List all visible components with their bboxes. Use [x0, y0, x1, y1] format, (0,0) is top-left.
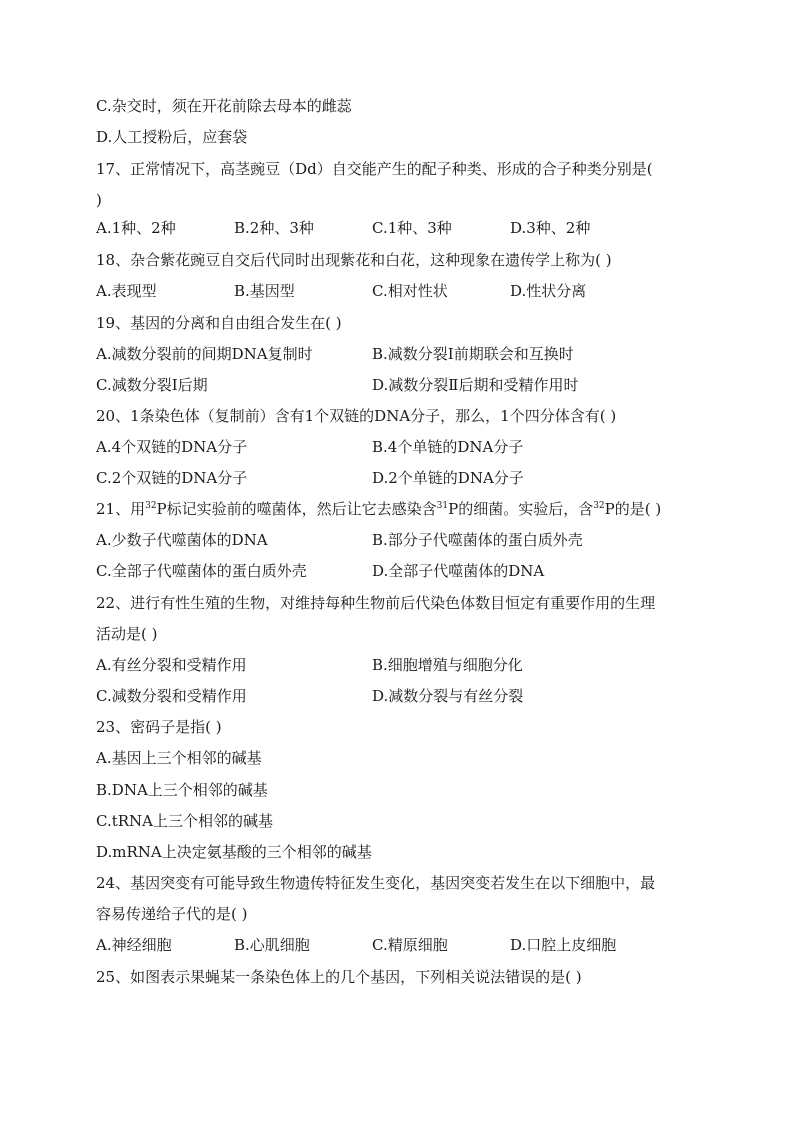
option-d-q16: D.人工授粉后，应套袋 [96, 128, 248, 146]
q21-option-a: A.少数子代噬菌体的DNA [96, 531, 268, 549]
question-21 [96, 499, 661, 519]
q24-option-c: C.精原细胞 [372, 936, 448, 954]
q22-option-c: C.减数分裂和受精作用 [96, 687, 247, 705]
q23-option-b: B.DNA上三个相邻的碱基 [96, 781, 268, 799]
question-22-cont: 活动是( ) [96, 625, 158, 643]
q21-text-post: P的是( ) [604, 500, 662, 518]
q18-option-c: C.相对性状 [372, 282, 448, 300]
question-24-cont: 容易传递给子代的是( ) [96, 905, 248, 923]
q18-option-a: A.表现型 [96, 282, 157, 300]
option-c-q16: C.杂交时，须在开花前除去母本的雌蕊 [96, 97, 352, 115]
q20-option-d: D.2个单链的DNA分子 [372, 469, 524, 487]
q23-option-c: C.tRNA上三个相邻的碱基 [96, 812, 273, 830]
q19-option-b: B.减数分裂Ⅰ前期联会和互换时 [372, 345, 574, 363]
q22-option-d: D.减数分裂与有丝分裂 [372, 687, 524, 705]
q21-text-mid1: P标记实验前的噬菌体，然后让它去感染含 [156, 500, 437, 518]
q17-option-c: C.1种、3种 [372, 219, 452, 237]
q18-option-b: B.基因型 [234, 282, 295, 300]
question-17-cont: ) [96, 191, 102, 209]
q21-text-pre: 21、用 [96, 500, 146, 518]
q21-isotope-32-a: 32 [145, 501, 157, 511]
question-18: 18、杂合紫花豌豆自交后代同时出现紫花和白花，这种现象在遗传学上称为( ) [96, 251, 612, 269]
question-20: 20、1条染色体（复制前）含有1个双链的DNA分子，那么，1个四分体含有( ) [96, 407, 617, 425]
q21-isotope-32-b: 32 [593, 501, 605, 511]
q21-option-b: B.部分子代噬菌体的蛋白质外壳 [372, 531, 583, 549]
q21-option-d: D.全部子代噬菌体的DNA [372, 562, 545, 580]
q23-option-d: D.mRNA上决定氨基酸的三个相邻的碱基 [96, 843, 372, 861]
q20-option-a: A.4个双链的DNA分子 [96, 438, 248, 456]
q17-option-d: D.3种、2种 [510, 219, 591, 237]
q21-text-mid2: P的细菌。实验后，含 [448, 500, 594, 518]
q19-option-a: A.减数分裂前的间期DNA复制时 [96, 345, 313, 363]
q22-option-b: B.细胞增殖与细胞分化 [372, 656, 523, 674]
q24-option-d: D.口腔上皮细胞 [510, 936, 617, 954]
q18-option-d: D.性状分离 [510, 282, 587, 300]
question-17: 17、正常情况下，高茎豌豆（Dd）自交能产生的配子种类、形成的合子种类分别是( [96, 160, 653, 178]
q17-option-a: A.1种、2种 [96, 219, 176, 237]
q20-option-c: C.2个双链的DNA分子 [96, 469, 248, 487]
q21-option-c: C.全部子代噬菌体的蛋白质外壳 [96, 562, 307, 580]
question-25: 25、如图表示果蝇某一条染色体上的几个基因，下列相关说法错误的是( ) [96, 968, 582, 986]
q22-option-a: A.有丝分裂和受精作用 [96, 656, 247, 674]
question-23: 23、密码子是指( ) [96, 718, 222, 736]
q19-option-d: D.减数分裂Ⅱ后期和受精作用时 [372, 376, 579, 394]
q21-isotope-31: 31 [436, 501, 449, 511]
q17-option-b: B.2种、3种 [234, 219, 314, 237]
q23-option-a: A.基因上三个相邻的碱基 [96, 749, 262, 767]
q19-option-c: C.减数分裂Ⅰ后期 [96, 376, 208, 394]
question-19: 19、基因的分离和自由组合发生在( ) [96, 314, 342, 332]
q24-option-a: A.神经细胞 [96, 936, 172, 954]
question-22: 22、进行有性生殖的生物，对维持每种生物前后代染色体数目恒定有重要作用的生理 [96, 594, 656, 612]
q20-option-b: B.4个单链的DNA分子 [372, 438, 524, 456]
question-24: 24、基因突变有可能导致生物遗传特征发生变化，基因突变若发生在以下细胞中，最 [96, 874, 656, 892]
q24-option-b: B.心肌细胞 [234, 936, 310, 954]
